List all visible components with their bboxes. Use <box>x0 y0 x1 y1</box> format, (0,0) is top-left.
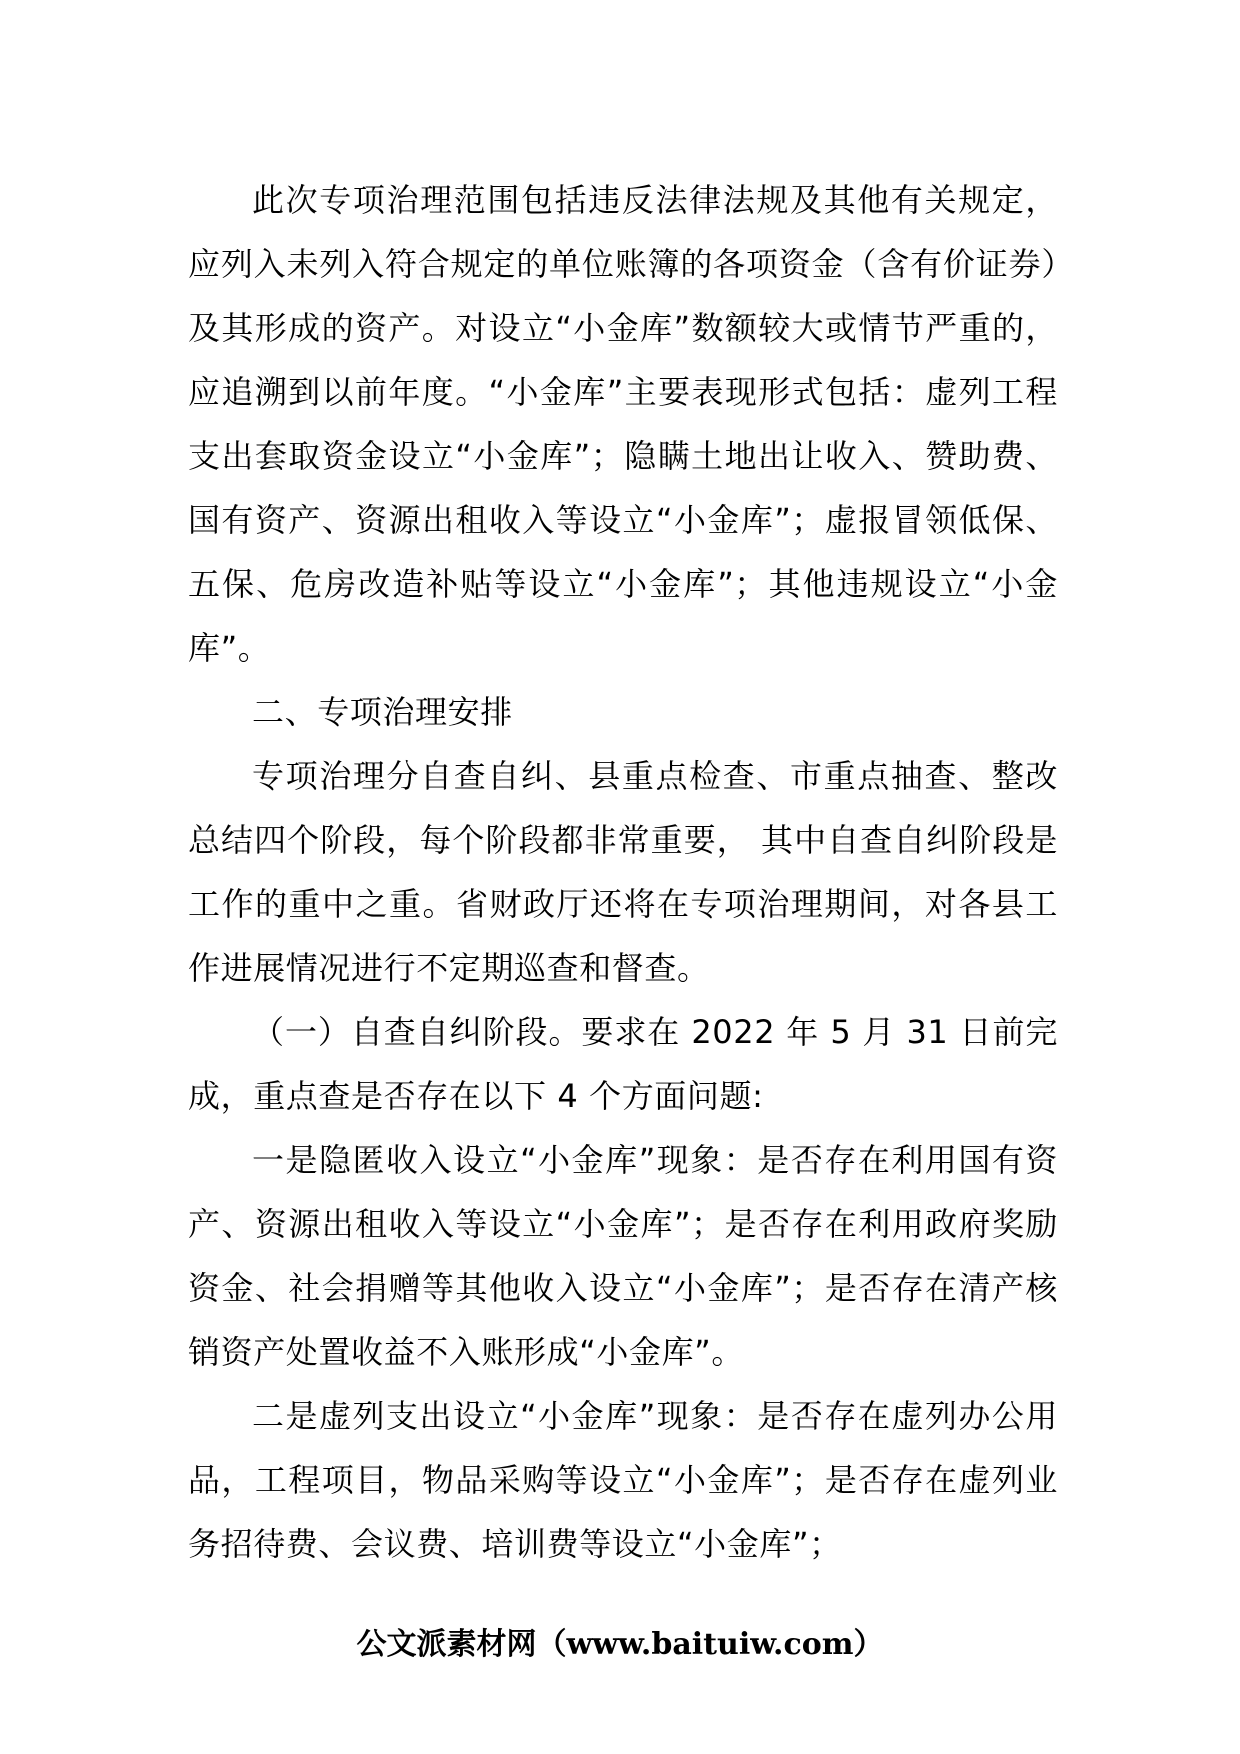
paragraph-stages: 专项治理分自查自纠、县重点检查、市重点抽查、整改总结四个阶段，每个阶段都非常重要， 其中自查自纠阶段是工作的重中之重。省财政厅还将在专项治理期间，对各县工作进展情况进行不定期巡查和督查。 <box>188 757 1058 987</box>
paragraph-hidden-income: 一是隐匿收入设立“小金库”现象：是否存在利用国有资产、资源出租收入等设立“小金库”；是否存在利用政府奖励资金、社会捐赠等其他收入设立“小金库”；是否存在清产核销资产处置收益不入账形成“小金库”。 <box>188 1141 1058 1371</box>
paragraph-false-expenditure: 二是虚列支出设立“小金库”现象：是否存在虚列办公用品，工程项目，物品采购等设立“小金库”；是否存在虚列业务招待费、会议费、培训费等设立“小金库”； <box>188 1397 1058 1563</box>
footer-watermark: 公文派素材网（www.baituiw.com） <box>356 1627 884 1662</box>
paragraph-scope: 此次专项治理范围包括违反法律法规及其他有关规定，应列入未列入符合规定的单位账簿的各项资金（含有价证券）及其形成的资产。对设立“小金库”数额较大或情节严重的，应追溯到以前年度。“小金库”主要表现形式包括：虚列工程支出套取资金设立“小金库”；隐瞒土地出让收入、赞助费、国有资产、资源出租收入等设立“小金库”；虚报冒领低保、五保、危房改造补贴等设立“小金库”；其他违规设立“小金库”。 <box>188 181 1058 667</box>
document-body <box>188 168 1058 1576</box>
section-heading-arrangement: 二、专项治理安排 <box>252 693 513 731</box>
paragraph-self-inspection: （一）自查自纠阶段。要求在 2022 年 5 月 31 日前完成，重点查是否存在以下 4 个方面问题: <box>188 1013 1058 1115</box>
